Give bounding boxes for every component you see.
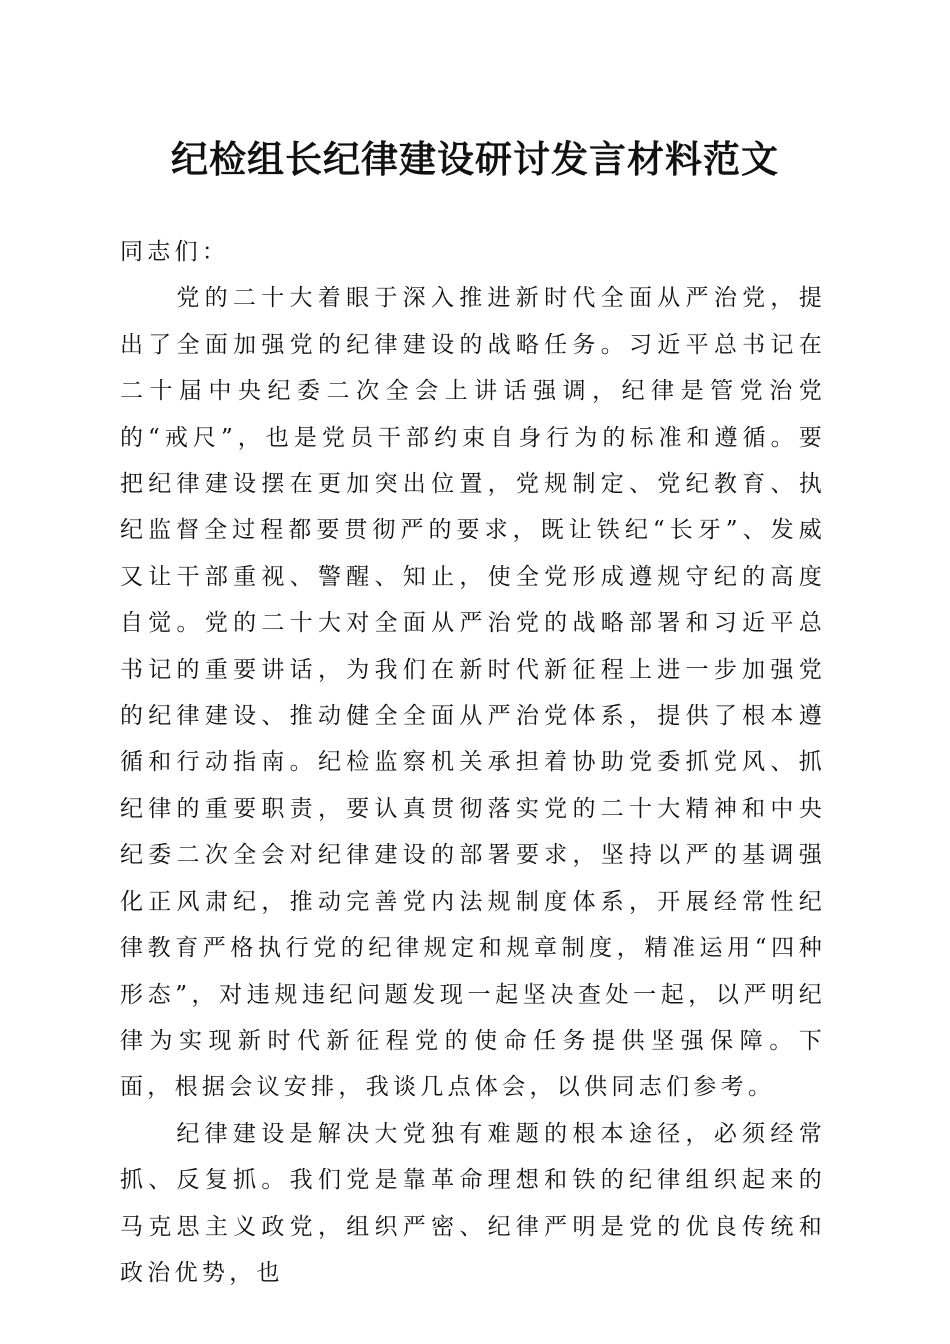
paragraph-discipline: 纪律建设是解决大党独有难题的根本途径，必须经常抓、反复抓。我们党是靠革命理想和铁的纪律组织起来的马克思主义政党，组织严密、纪律严明是党的优良传统和政治优势，也 <box>120 1120 826 1286</box>
paragraph-intro: 党的二十大着眼于深入推进新时代全面从严治党，提出了全面加强党的纪律建设的战略任务。习近平总书记在二十届中央纪委二次全会上讲话强调，纪律是管党治党的“戒尺”，也是党员干部约束自身行为的标准和遵循。要把纪律建设摆在更加突出位置，党规制定、党纪教育、执纪监督全过程都要贯彻严的要求，既让铁纪“长牙”、发威又让干部重视、警醒、知止，使全党形成遵规守纪的高度自觉。党的二十大对全面从严治党的战略部署和习近平总书记的重要讲话，为我们在新时代新征程上进一步加强党的纪律建设、推动健全全面从严治党体系，提供了根本遵循和行动指南。纪检监察机关承担着协助党委抓党风、抓纪律的重要职责，要认真贯彻落实党的二十大精神和中央纪委二次全会对纪律建设的部署要求，坚持以严的基调强化正风肃纪，推动完善党内法规制度体系，开展经常性纪律教育严格执行党的纪律规定和规章制度，精准运用“四种形态”，对违规违纪问题发现一起坚决查处一起，以严明纪律为实现新时代新征程党的使命任务提供坚强保障。下面，根据会议安排，我谈几点体会，以供同志们参考。 <box>120 285 826 1101</box>
document-body <box>120 229 826 1296</box>
salutation: 同志们： <box>120 239 230 265</box>
document-title: 纪检组长纪律建设研讨发言材料范文 <box>171 137 779 181</box>
